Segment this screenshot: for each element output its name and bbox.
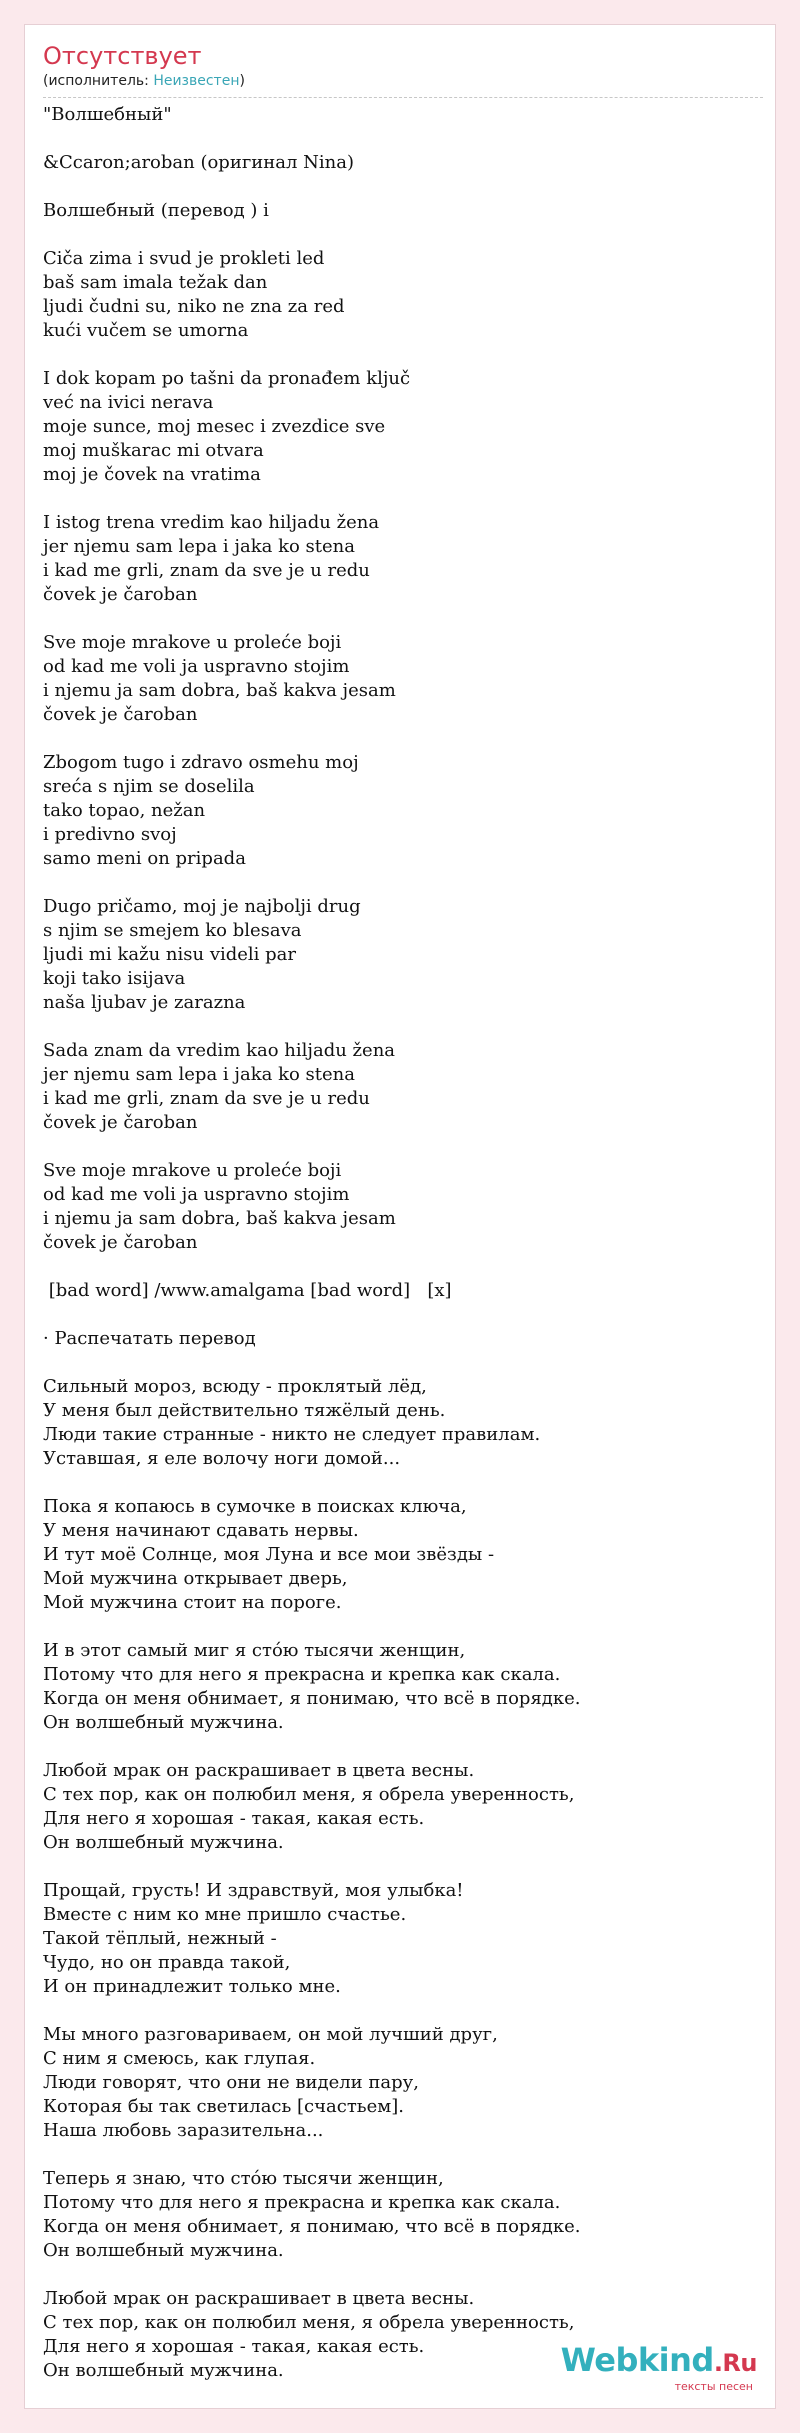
translation-line: И тут моё Солнце, моя Луна и все мои звёзды -	[43, 1544, 495, 1565]
translation-line: Потому что для него я прекрасна и крепка как скала.	[43, 1664, 561, 1685]
original-line: Ciča zima i svud je prokleti led	[43, 248, 325, 269]
artist-line	[43, 71, 763, 91]
original-line: koji tako isijava	[43, 968, 186, 989]
source-line[interactable]: [bad word] /www.amalgama [bad word] [x]	[43, 1280, 452, 1301]
translation-line: Любой мрак он раскрашивает в цвета весны.	[43, 1760, 475, 1781]
translation-line: Мы много разговариваем, он мой лучший друг,	[43, 2024, 498, 2045]
translation-line: У меня был действительно тяжёлый день.	[43, 1400, 446, 1421]
original-line: samo meni on pripada	[43, 848, 246, 869]
original-line: Sve moje mrakove u proleće boji	[43, 1160, 342, 1181]
original-line: baš sam imala težak dan	[43, 272, 268, 293]
original-line: i kad me grli, znam da sve je u redu	[43, 1088, 370, 1109]
blank-line	[43, 2143, 763, 2167]
translation-line: Люди такие странные - никто не следует правилам.	[43, 1424, 541, 1445]
original-line: s njim se smejem ko blesava	[43, 920, 302, 941]
translation-line: И в этот самый миг я сто́ю тысячи женщин,	[43, 1640, 466, 1661]
translation-line: Для него я хорошая - такая, какая есть.	[43, 1808, 425, 1829]
translation-line: С тех пор, как он полюбил меня, я обрела уверенность,	[43, 2312, 575, 2333]
translation-line: Когда он меня обнимает, я понимаю, что всё в порядке.	[43, 1688, 581, 1709]
logo-name: Webkind	[560, 2341, 714, 2379]
translation-line: Для него я хорошая - такая, какая есть.	[43, 2336, 425, 2357]
translation-line: Когда он меня обнимает, я понимаю, что всё в порядке.	[43, 2216, 581, 2237]
original-line: od kad me voli ja uspravno stojim	[43, 1184, 350, 1205]
translation-line: Любой мрак он раскрашивает в цвета весны.	[43, 2288, 475, 2309]
original-line: ljudi mi kažu nisu videli par	[43, 944, 297, 965]
original-line: Dugo pričamo, moj je najbolji drug	[43, 896, 361, 917]
blank-line	[43, 1351, 763, 1375]
blank-line	[43, 175, 763, 199]
blank-line	[43, 1255, 763, 1279]
original-line: moje sunce, moj mesec i zvezdice sve	[43, 416, 386, 437]
blank-line	[43, 1855, 763, 1879]
blank-line	[43, 487, 763, 511]
lyrics-body	[43, 103, 763, 2407]
translation-line: Он волшебный мужчина.	[43, 2360, 284, 2381]
blank-line	[43, 1135, 763, 1159]
original-lyrics	[43, 247, 763, 1279]
original-line: moj je čovek na vratima	[43, 464, 261, 485]
logo-tld: .Ru	[713, 2349, 757, 2377]
translation-line: Люди говорят, что они не видели пару,	[43, 2072, 419, 2093]
site-logo[interactable]	[557, 2342, 757, 2392]
original-title: "Волшебный"	[43, 104, 172, 125]
blank-line	[43, 1999, 763, 2023]
translation-line: Пока я копаюсь в сумочке в поисках ключа,	[43, 1496, 467, 1517]
translation-line: Потому что для него я прекрасна и крепка как скала.	[43, 2192, 561, 2213]
translation-line: Прощай, грусть! И здравствуй, моя улыбка!	[43, 1880, 464, 1901]
original-line: Zbogom tugo i zdravo osmehu moj	[43, 752, 359, 773]
blank-line	[43, 1015, 763, 1039]
blank-line	[43, 607, 763, 631]
original-line: i njemu ja sam dobra, baš kakva jesam	[43, 1208, 396, 1229]
original-line: Sada znam da vredim kao hiljadu žena	[43, 1040, 396, 1061]
translation-line: Наша любовь заразительна...	[43, 2120, 324, 2141]
original-line: i kad me grli, znam da sve je u redu	[43, 560, 370, 581]
original-line: naša ljubav je zarazna	[43, 992, 246, 1013]
blank-line	[43, 223, 763, 247]
translation-line: У меня начинают сдавать нервы.	[43, 1520, 359, 1541]
blank-line	[43, 1615, 763, 1639]
blank-line	[43, 127, 763, 151]
translation-line: Такой тёплый, нежный -	[43, 1928, 277, 1949]
blank-line	[43, 727, 763, 751]
original-line: kući vučem se umorna	[43, 320, 249, 341]
blank-line	[43, 1303, 763, 1327]
translation-line: И он принадлежит только мне.	[43, 1976, 341, 1997]
translation-line: Он волшебный мужчина.	[43, 1712, 284, 1733]
original-line: Sve moje mrakove u proleće boji	[43, 632, 342, 653]
page-title: Отсутствует	[43, 42, 202, 70]
translation-line: Мой мужчина открывает дверь,	[43, 1568, 348, 1589]
print-translation-link[interactable]: · Распечатать перевод	[43, 1328, 256, 1349]
original-line: sreća s njim se doselila	[43, 776, 255, 797]
blank-line	[43, 1471, 763, 1495]
lyrics-card	[24, 24, 776, 2409]
logo-tagline: тексты песен	[674, 2380, 753, 2393]
translation-line: Мой мужчина стоит на пороге.	[43, 1592, 342, 1613]
song-header	[43, 41, 763, 98]
original-header: &Ccaron;aroban (оригинал Nina)	[43, 152, 354, 173]
original-line: i predivno svoj	[43, 824, 177, 845]
translation-line: Сильный мороз, всюду - проклятый лёд,	[43, 1376, 427, 1397]
original-line: čovek je čaroban	[43, 704, 198, 725]
original-line: moj muškarac mi otvara	[43, 440, 264, 461]
original-line: i njemu ja sam dobra, baš kakva jesam	[43, 680, 396, 701]
translation-line: С тех пор, как он полюбил меня, я обрела уверенность,	[43, 1784, 575, 1805]
original-line: čovek je čaroban	[43, 1232, 198, 1253]
original-line: jer njemu sam lepa i jaka ko stena	[43, 1064, 355, 1085]
blank-line	[43, 871, 763, 895]
translation-line: Он волшебный мужчина.	[43, 1832, 284, 1853]
original-line: I istog trena vredim kao hiljadu žena	[43, 512, 380, 533]
translation-line: С ним я смеюсь, как глупая.	[43, 2048, 316, 2069]
translation-line: Вместе с ним ко мне пришло счастье.	[43, 1904, 407, 1925]
translation-line: Теперь я знаю, что сто́ю тысячи женщин,	[43, 2168, 444, 2189]
artist-prefix: (исполнитель:	[43, 73, 154, 89]
translation-line: Которая бы так светилась [счастьем].	[43, 2096, 405, 2117]
original-line: čovek je čaroban	[43, 584, 198, 605]
original-line: čovek je čaroban	[43, 1112, 198, 1133]
original-line: tako topao, nežan	[43, 800, 206, 821]
translation-line: Уставшая, я еле волочу ноги домой...	[43, 1448, 401, 1469]
blank-line	[43, 343, 763, 367]
artist-suffix: )	[239, 73, 245, 89]
original-line: već na ivici nerava	[43, 392, 214, 413]
translation-line: Чудо, но он правда такой,	[43, 1952, 291, 1973]
translated-lyrics	[43, 1375, 763, 2407]
original-line: I dok kopam po tašni da pronađem ključ	[43, 368, 411, 389]
translation-line: Он волшебный мужчина.	[43, 2240, 284, 2261]
original-line: ljudi čudni su, niko ne zna za red	[43, 296, 345, 317]
logo-wordmark	[557, 2342, 757, 2381]
blank-line	[43, 2263, 763, 2287]
original-line: jer njemu sam lepa i jaka ko stena	[43, 536, 355, 557]
blank-line	[43, 1735, 763, 1759]
artist-link[interactable]: Неизвестен	[153, 73, 240, 89]
translation-header: Волшебный (перевод ) i	[43, 200, 269, 221]
original-line: od kad me voli ja uspravno stojim	[43, 656, 350, 677]
